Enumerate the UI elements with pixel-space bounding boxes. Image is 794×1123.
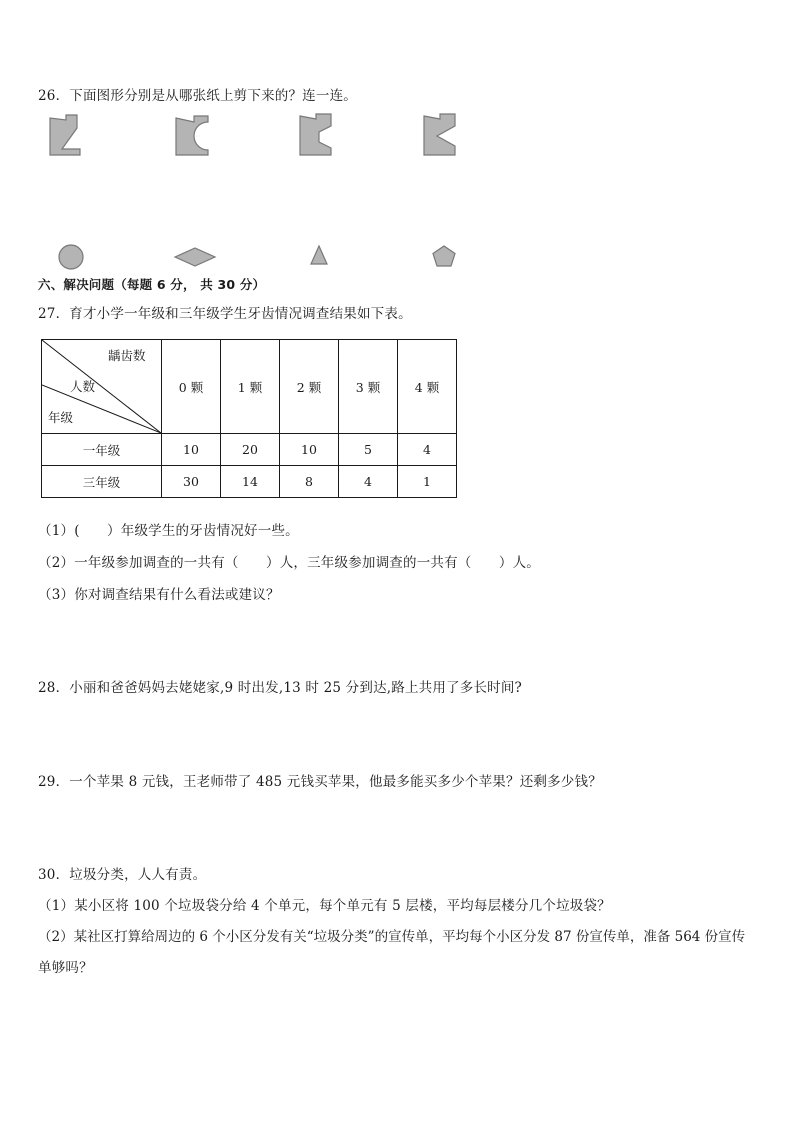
q27-text: 27．育才小学一年级和三年级学生牙齿情况调查结果如下表。 (38, 306, 412, 322)
q28-text: 28．小丽和爸爸妈妈去姥姥家,9 时出发,13 时 25 分到达,路上共用了多长时间? (38, 680, 522, 696)
header-cell: 4 颗 (398, 340, 457, 434)
survey-table (41, 339, 457, 498)
q29-text: 29．一个苹果 8 元钱，王老师带了 485 元钱买苹果，他最多能买多少个苹果？还剩多少钱？ (38, 774, 602, 790)
paper-triangle-notch-icon (421, 110, 459, 162)
triangle-icon (309, 244, 329, 270)
table-cell: 14 (221, 466, 280, 498)
q30-text: 30．垃圾分类，人人有责。 (38, 867, 207, 883)
table-cell: 20 (221, 434, 280, 466)
table-row (42, 466, 457, 498)
table-cell: 4 (398, 434, 457, 466)
table-cell: 30 (162, 466, 221, 498)
header-cell: 1 颗 (221, 340, 280, 434)
q30-sub2-line1: （2）某社区打算给周边的 6 个小区分发有关“垃圾分类”的宣传单，平均每个小区分发 87 份宣传单，准备 564 份宣传 (38, 929, 746, 945)
table-cell: 8 (280, 466, 339, 498)
q30-sub2-line2: 单够吗？ (38, 960, 93, 976)
q26-text: 26．下面图形分别是从哪张纸上剪下来的？连一连。 (38, 88, 357, 104)
corner-header-top: 龋齿数 (108, 348, 146, 363)
q27-sub2: （2）一年级参加调查的一共有（ ）人，三年级参加调查的一共有（ ）人。 (38, 555, 540, 571)
header-cell: 2 颗 (280, 340, 339, 434)
circle-icon (57, 243, 85, 275)
paper-semicircle-notch-icon (172, 112, 212, 162)
row-label: 一年级 (42, 434, 162, 466)
corner-header-bottom: 年级 (48, 410, 74, 425)
q30-sub1: （1）某小区将 100 个垃圾袋分给 4 个单元，每个单元有 5 层楼，平均每层楼分几个垃圾袋？ (38, 898, 611, 914)
header-cell: 0 颗 (162, 340, 221, 434)
section-title: 六、解决问题（每题 6 分， 共 30 分） (38, 277, 266, 292)
table-cell: 10 (162, 434, 221, 466)
pentagon-icon (431, 244, 457, 272)
q27-sub3: （3）你对调查结果有什么看法或建议？ (38, 587, 280, 603)
paper-trapezoid-notch-icon (297, 110, 335, 162)
table-cell: 1 (398, 466, 457, 498)
corner-header-mid: 人数 (70, 379, 96, 394)
table-cell: 4 (339, 466, 398, 498)
table-cell: 10 (280, 434, 339, 466)
table-cell: 5 (339, 434, 398, 466)
header-cell: 3 颗 (339, 340, 398, 434)
q27-sub1: （1）( ）年级学生的牙齿情况好一些。 (38, 523, 299, 539)
table-corner-cell (42, 340, 162, 434)
table-row (42, 434, 457, 466)
paper-z-notch-icon (47, 112, 83, 162)
rhombus-icon (173, 246, 217, 272)
row-label: 三年级 (42, 466, 162, 498)
